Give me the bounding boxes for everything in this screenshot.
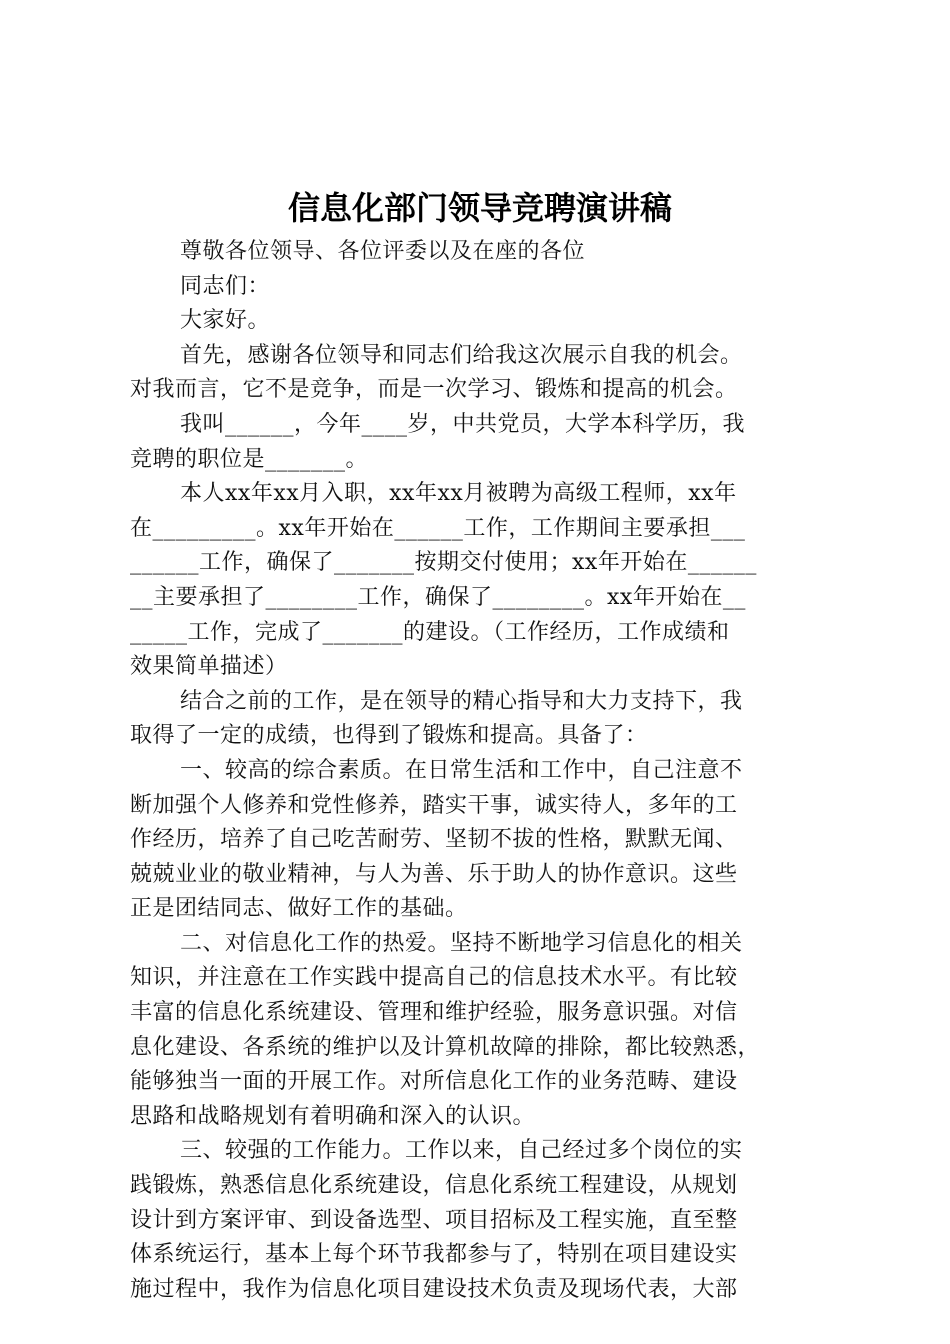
text-line: 竞聘的职位是_______。 xyxy=(130,446,369,472)
text-line: 断加强个人修养和党性修养，踏实干事，诚实待人，多年的工 xyxy=(130,792,738,818)
text-line: 思路和战略规划有着明确和深入的认识。 xyxy=(130,1103,536,1129)
text-line: 结合之前的工作，是在领导的精心指导和大力支持下，我 xyxy=(180,688,743,714)
text-line: 正是团结同志、做好工作的基础。 xyxy=(130,896,468,922)
text-line: 大家好。 xyxy=(180,308,271,334)
text-line: 我叫______，今年____岁，中共党员，大学本科学历，我 xyxy=(180,411,746,437)
text-line: 一、较高的综合素质。在日常生活和工作中，自己注意不 xyxy=(180,757,743,783)
text-line: 取得了一定的成绩，也得到了锻炼和提高。具备了： xyxy=(130,723,648,749)
text-line: 二、对信息化工作的热爱。坚持不断地学习信息化的相关 xyxy=(180,930,743,956)
document-title: 信息化部门领导竞聘演讲稿 xyxy=(287,189,672,227)
text-line: 对我而言，它不是竞争，而是一次学习、锻炼和提高的机会。 xyxy=(130,377,738,403)
text-line: 作经历，培养了自己吃苦耐劳、坚韧不拔的性格，默默无闻、 xyxy=(130,827,738,853)
text-line: 效果简单描述） xyxy=(130,654,288,680)
text-line: 息化建设、各系统的维护以及计算机故障的排除，都比较熟悉， xyxy=(130,1034,761,1060)
text-line: 同志们： xyxy=(180,273,271,299)
text-line: 尊敬各位领导、各位评委以及在座的各位 xyxy=(180,239,586,264)
text-line: 本人xx年xx月入职，xx年xx月被聘为高级工程师，xx年 xyxy=(180,481,737,507)
text-line: ______工作，确保了_______按期交付使用；xx年开始在______ xyxy=(130,550,757,576)
text-line: 践锻炼，熟悉信息化系统建设，信息化系统工程建设，从规划 xyxy=(130,1173,738,1199)
text-line: 施过程中，我作为信息化项目建设技术负责及现场代表，大部 xyxy=(130,1276,738,1302)
text-line: 丰富的信息化系统建设、管理和维护经验，服务意识强。对信 xyxy=(130,1000,738,1026)
text-line: 设计到方案评审、到设备选型、项目招标及工程实施，直至整 xyxy=(130,1207,738,1233)
text-line: 在_________。xx年开始在______工作，工作期间主要承担___ xyxy=(130,515,746,541)
text-line: 三、较强的工作能力。工作以来，自己经过多个岗位的实 xyxy=(180,1138,743,1164)
text-line: _____工作，完成了_______的建设。（工作经历，工作成绩和 xyxy=(130,619,730,645)
text-line: __主要承担了________工作，确保了________。xx年开始在__ xyxy=(130,584,746,610)
text-line: 体系统运行，基本上每个环节我都参与了，特别在项目建设实 xyxy=(130,1242,738,1268)
text-line: 能够独当一面的开展工作。对所信息化工作的业务范畴、建设 xyxy=(130,1069,738,1095)
text-line: 知识，并注意在工作实践中提高自己的信息技术水平。有比较 xyxy=(130,965,738,991)
text-line: 兢兢业业的敬业精神，与人为善、乐于助人的协作意识。这些 xyxy=(130,861,738,887)
document-body xyxy=(130,235,834,1307)
text-line: 首先，感谢各位领导和同志们给我这次展示自我的机会。 xyxy=(180,342,743,368)
